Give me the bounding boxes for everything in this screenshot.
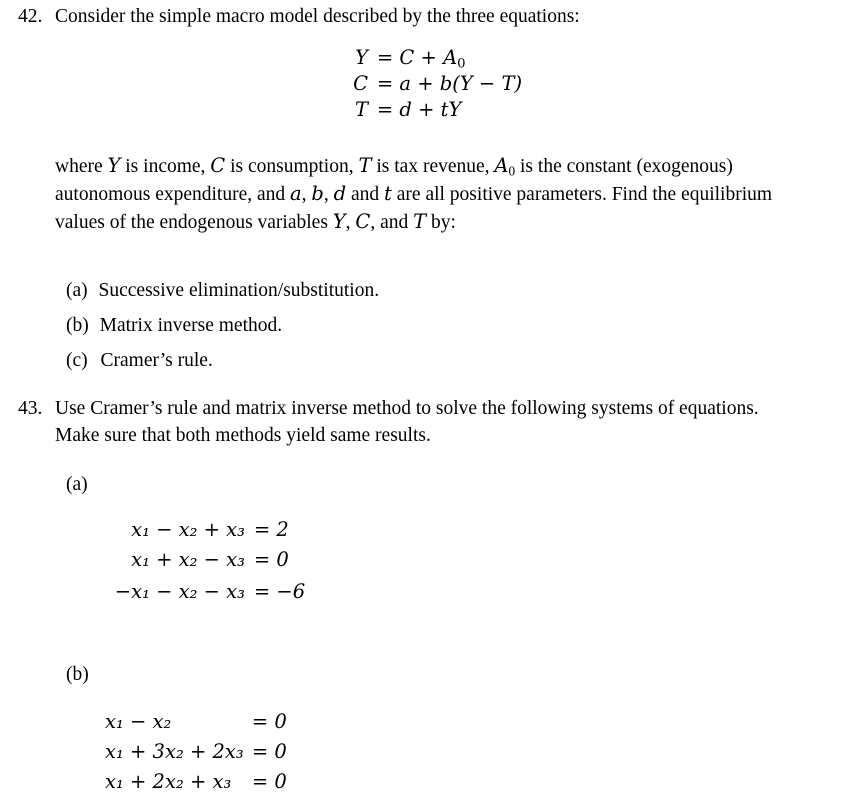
q42-eq-c: C = a + b(Y − T) [353, 72, 523, 95]
q43-a-eq2: x₁ + x₂ − x₃ = 0 [131, 548, 289, 571]
q43-number: 43. [18, 398, 43, 419]
q42-eq-y: $Y = C + A_0$ [355, 46, 466, 72]
q42-paragraph: where Y is income, C is consumption, T is tax revenue, $A_0$ is the constant (exogenous) autonomous expenditure, and a, b, d and t are all positive parameters. Find the equilibrium values of the endogenous variables Y, C, and T by: [55, 154, 773, 233]
q42-item-b: (b) Matrix inverse method. [66, 315, 283, 336]
q43-a-eq3: −x₁ − x₂ − x₃ = −6 [114, 580, 306, 603]
q43-part-b-label: (b) [66, 664, 89, 685]
q42-item-c: (c) Cramer’s rule. [66, 350, 213, 371]
q43-a-eq1: x₁ − x₂ + x₃ = 2 [131, 518, 289, 541]
q43-line2: Make sure that both methods yield same results. [55, 425, 431, 446]
q42-eq-t: T = d + tY [354, 98, 462, 121]
q42-number: 42. [18, 6, 43, 27]
q43-b-eq1: x₁ − x₂ = 0 [105, 710, 287, 733]
q42-item-a: (a) Successive elimination/substitution. [66, 280, 380, 301]
q43-b-eq3: x₁ + 2x₂ + x₃ = 0 [105, 770, 287, 793]
q43-line1: Use Cramer’s rule and matrix inverse method to solve the following systems of equations. [55, 398, 759, 419]
q43-part-a-label: (a) [66, 474, 88, 495]
q43-b-eq2: x₁ + 3x₂ + 2x₃ = 0 [105, 740, 287, 763]
q42-intro: Consider the simple macro model described by the three equations: [55, 6, 580, 27]
